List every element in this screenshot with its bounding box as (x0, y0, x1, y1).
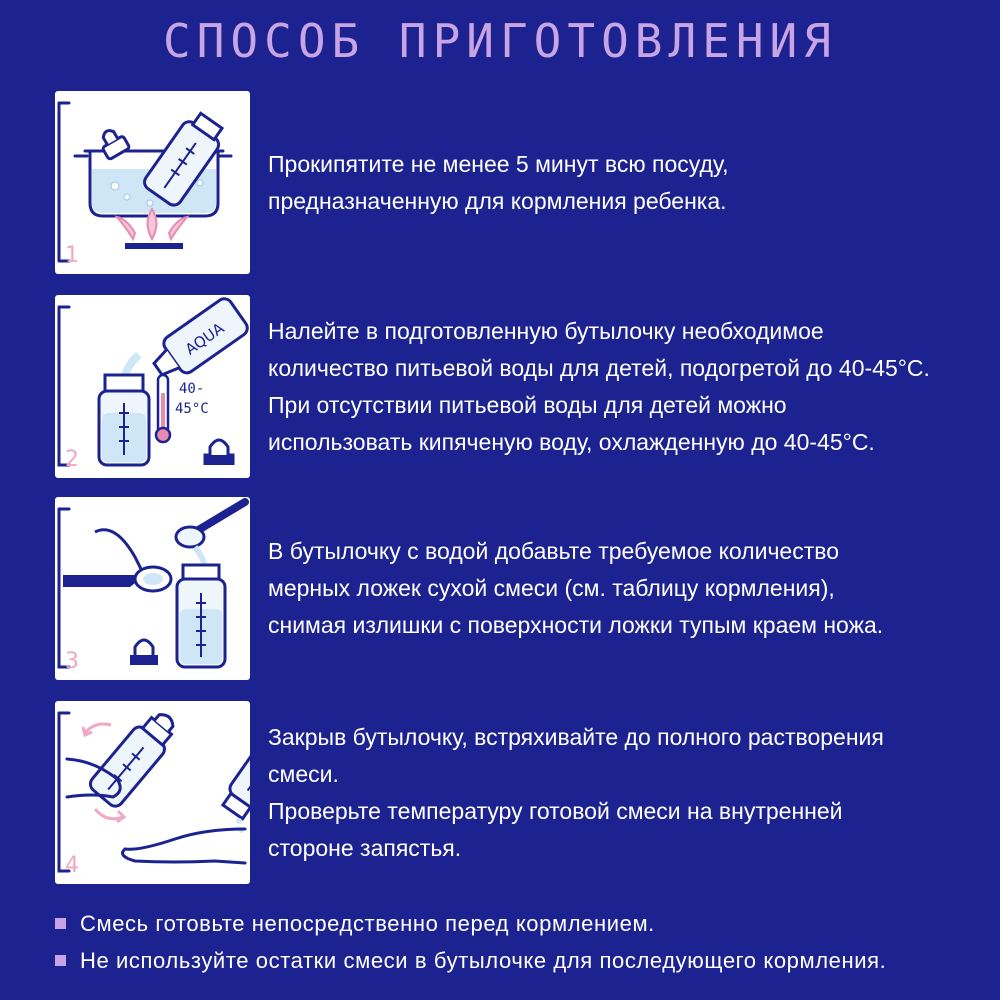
water-bottle-label: AQUA (181, 319, 228, 359)
step-3-line: В бутылочку с водой добавьте требуемое количество (268, 538, 840, 564)
note-item (55, 905, 955, 942)
step-4-number: 4 (65, 853, 79, 878)
step-4 (55, 701, 955, 884)
nipple-icon (130, 640, 158, 665)
spoon-icon (55, 497, 250, 680)
thermometer-label-bottom: 45°C (175, 401, 209, 417)
pot-icon (55, 91, 250, 274)
step-2-line: использовать кипяченую воду, охлажденную до 40-45°C. (268, 428, 875, 455)
step-3-illustration (55, 497, 250, 680)
bullet-square-icon (55, 955, 66, 966)
step-3-description (268, 497, 958, 680)
step-2-line: При отсутствии питьевой воды для детей можно (268, 391, 787, 418)
bullet-square-icon (55, 918, 66, 929)
note-item (55, 942, 955, 979)
flame-icon (117, 209, 187, 239)
step-2 (55, 295, 955, 478)
wrist-icon (123, 829, 245, 863)
step-3-line: мерных ложек сухой смеси (см. таблицу кормления), (268, 575, 835, 601)
baby-bottle-icon (99, 375, 149, 465)
baby-bottle-icon (177, 565, 225, 667)
step-4-illustration (55, 701, 250, 884)
shake-bottle-icon (55, 701, 250, 884)
step-4-line: Проверьте температуру готовой смеси на внутренней (268, 797, 843, 824)
knife-icon (63, 530, 145, 587)
step-2-illustration (55, 295, 250, 478)
step-4-description (268, 701, 958, 884)
notes-list (55, 905, 955, 979)
note-text: Смесь готовьте непосредственно перед кормлением. (80, 910, 655, 936)
step-4-line: стороне запястья. (268, 834, 462, 861)
page-title: СПОСОБ ПРИГОТОВЛЕНИЯ (163, 14, 837, 68)
step-1-illustration (55, 91, 250, 274)
thermometer-icon (156, 375, 170, 442)
step-4-line: Закрыв бутылочку, встряхивайте до полного растворения (268, 723, 884, 750)
step-3-line: снимая излишки с поверхности ложки тупым краем ножа. (268, 612, 884, 638)
step-1-line: Прокипятите не менее 5 минут всю посуду, (268, 150, 729, 177)
step-3 (55, 497, 955, 680)
nipple-icon (205, 440, 233, 465)
water-bottle-icon (55, 295, 250, 478)
step-1-line: предназначенную для кормления ребенка. (268, 187, 727, 214)
thermometer-label-top: 40- (179, 381, 205, 397)
step-3-number: 3 (65, 649, 79, 674)
step-2-description (268, 295, 958, 478)
step-2-line: количество питьевой воды для детей, подогретой до 40-45°C. (268, 354, 930, 381)
step-2-line: Налейте в подготовленную бутылочку необходимое (268, 317, 824, 344)
step-4-line: смеси. (268, 760, 339, 787)
step-1-description (268, 91, 958, 274)
step-2-number: 2 (65, 447, 79, 472)
note-text: Не используйте остатки смеси в бутылочке для последующего кормления. (80, 947, 887, 973)
step-1 (55, 91, 955, 274)
step-1-number: 1 (65, 243, 79, 268)
